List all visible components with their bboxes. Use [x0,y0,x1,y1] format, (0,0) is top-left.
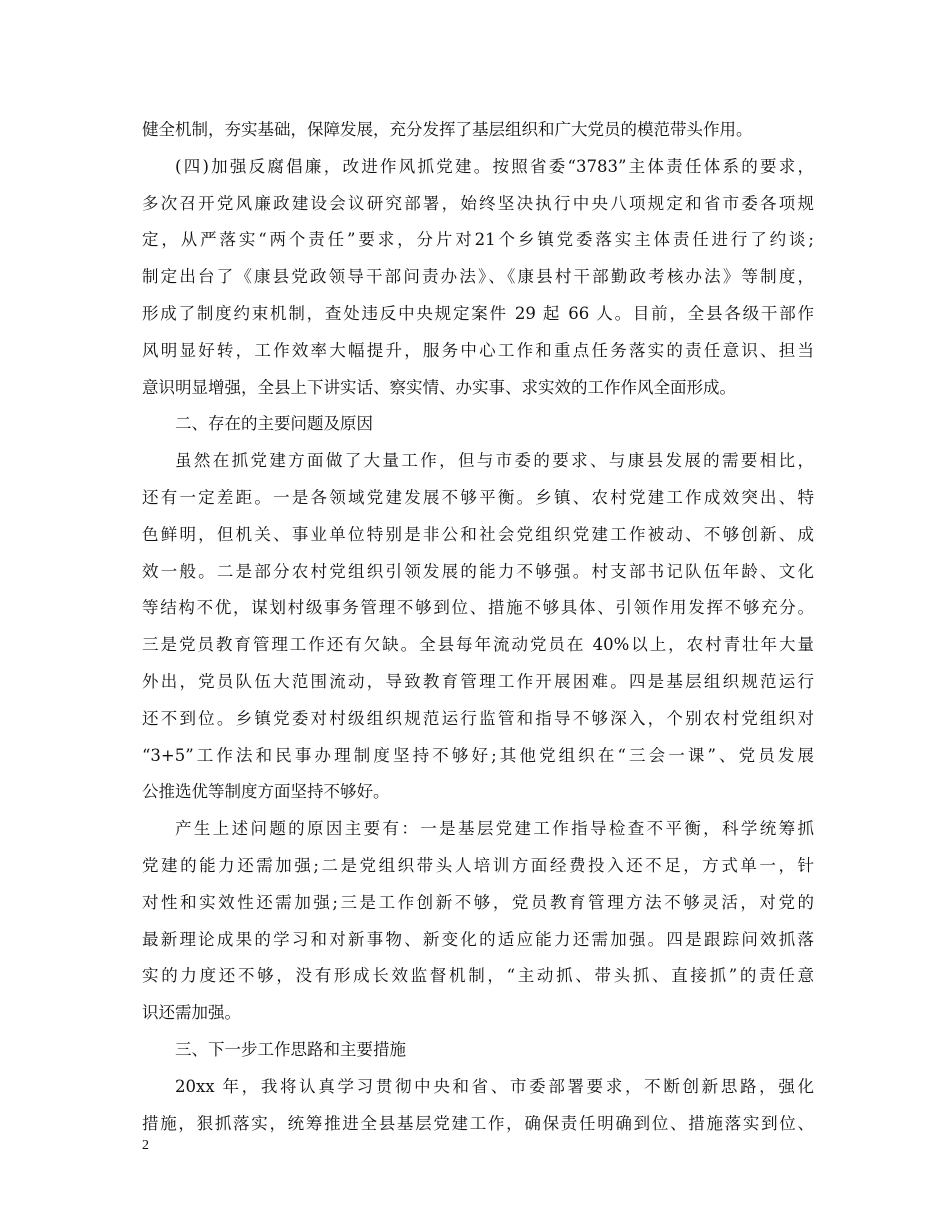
text-line: 20xx 年，我将认真学习贯彻中央和省、市委部署要求，不断创新思路，强化 [175,1076,814,1096]
page-number: 2 [142,1138,149,1153]
document-body [142,112,814,1142]
text-line: 制定出台了《康县党政领导干部问责办法》、《康县村干部勤政考核办法》等制度， [142,267,814,287]
text-line: 党建的能力还需加强;二是党组织带头人培训方面经费投入还不足，方式单一，针 [142,855,814,875]
text-line: 定，从严落实“两个责任”要求，分片对21个乡镇党委落实主体责任进行了约谈; [142,230,814,250]
text-line: 形成了制度约束机制，查处违反中央规定案件 29 起 66 人。目前，全县各级干部作 [142,303,814,323]
text-line: 色鲜明，但机关、事业单位特别是非公和社会党组织党建工作被动、不够创新、成 [142,524,814,544]
text-line: (四)加强反腐倡廉，改进作风抓党建。按照省委“3783”主体责任体系的要求， [175,156,814,176]
text-line: 虽然在抓党建方面做了大量工作，但与市委的要求、与康县发展的需要相比， [175,451,814,471]
text-line: 产生上述问题的原因主要有：一是基层党建工作指导检查不平衡，科学统筹抓 [175,819,814,839]
text-line: 健全机制，夯实基础，保障发展，充分发挥了基层组织和广大党员的模范带头作用。 [142,120,753,139]
text-line: 三是党员教育管理工作还有欠缺。全县每年流动党员在 40%以上，农村青壮年大量 [142,635,814,655]
text-line: 多次召开党风廉政建设会议研究部署，始终坚决执行中央八项规定和省市委各项规 [142,193,814,213]
text-line: 风明显好转，工作效率大幅提升，服务中心工作和重点任务落实的责任意识、担当 [142,340,814,360]
text-line: 效一般。二是部分农村党组织引领发展的能力不够强。村支部书记队伍年龄、文化 [142,561,814,581]
text-line: 对性和实效性还需加强;三是工作创新不够，党员教育管理方法不够灵活，对党的 [142,892,814,912]
text-line: “3+5”工作法和民事办理制度坚持不够好;其他党组织在“三会一课”、党员发展 [142,745,814,765]
text-line: 最新理论成果的学习和对新事物、新变化的适应能力还需加强。四是跟踪问效抓落 [142,929,814,949]
text-line: 外出，党员队伍大范围流动，导致教育管理工作开展困难。四是基层组织规范运行 [142,671,814,691]
text-line: 还有一定差距。一是各领域党建发展不够平衡。乡镇、农村党建工作成效突出、特 [142,487,814,507]
text-line: 还不到位。乡镇党委对村级组织规范运行监管和指导不够深入，个别农村党组织对 [142,708,814,728]
text-line: 公推选优等制度方面坚持不够好。 [142,782,390,802]
text-line: 意识明显增强，全县上下讲实话、察实情、办实事、求实效的工作作风全面形成。 [142,377,736,397]
text-line: 实的力度还不够，没有形成长效监督机制，“主动抓、带头抓、直接抓”的责任意 [142,966,814,986]
text-line: 三、下一步工作思路和主要措施 [175,1039,406,1059]
text-line: 二、存在的主要问题及原因 [175,414,373,434]
text-line: 等结构不优，谋划村级事务管理不够到位、措施不够具体、引领作用发挥不够充分。 [142,598,814,618]
text-line: 措施，狠抓落实，统筹推进全县基层党建工作，确保责任明确到位、措施落实到位、 [142,1113,814,1133]
text-line: 识还需加强。 [142,1003,241,1023]
